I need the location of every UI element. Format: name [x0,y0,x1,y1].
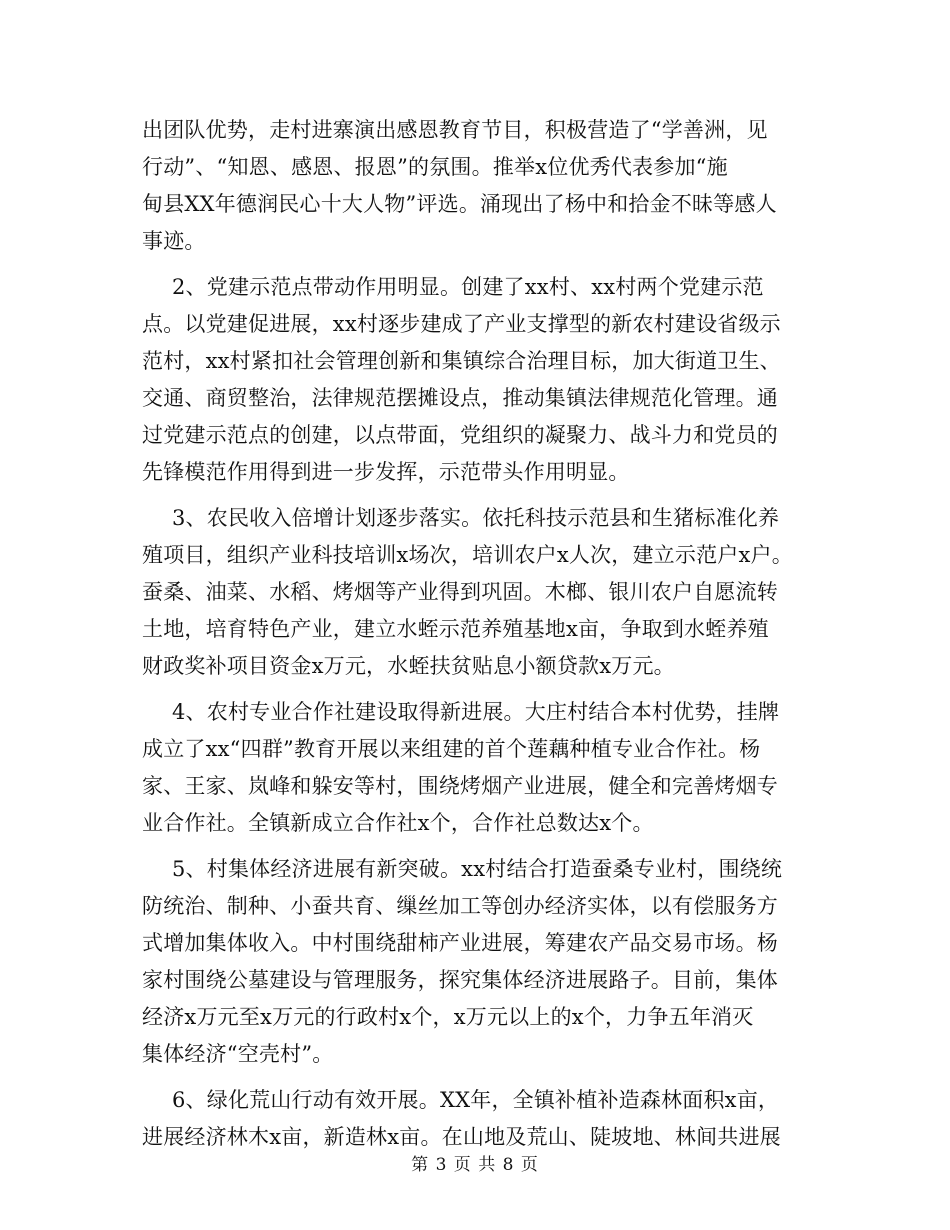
text-line: 6、绿化荒山行动有效开展。XX年，全镇补植补造森林面积x亩， [172,1088,780,1112]
paragraph-gap [142,842,812,851]
text-line: 集体经济“空壳村”。 [142,1042,334,1066]
text-line: 蚕桑、油菜、水稻、烤烟等产业得到巩固。木榔、银川农户自愿流转 [142,580,778,604]
text-line: 式增加集体收入。中村围绕甜柿产业进展，筹建农产品交易市场。杨 [142,931,778,955]
text-line: 家、王家、岚峰和躲安等村，围绕烤烟产业进展，健全和完善烤烟专 [142,774,778,798]
text-line: 5、村集体经济进展有新突破。xx村结合打造蚕桑专业村，围绕统 [172,857,783,881]
text-line: 甸县XX年德润民心十大人物”评选。涌现出了杨中和拾金不昧等感人 [142,192,777,216]
text-line: 业合作社。全镇新成立合作社x个，合作社总数达x个。 [142,811,654,835]
paragraph-gap [142,260,812,269]
text-line: 出团队优势，走村进寨演出感恩教育节目，积极营造了“学善洲，见 [142,118,768,142]
text-line: 殖项目，组织产业科技培训x场次，培训农户x人次，建立示范户x户。 [142,543,793,567]
text-line: 事迹。 [142,229,206,253]
page-footer: 第 3 页 共 8 页 [411,1155,539,1175]
paragraph [142,500,812,685]
paragraph [142,851,812,1073]
paragraph [142,694,812,842]
paragraph-gap [142,491,812,500]
text-line: 进展经济林木x亩，新造林x亩。在山地及荒山、陡坡地、林间共进展 [142,1125,781,1149]
paragraph [142,269,812,491]
body-text [142,112,812,1156]
text-line: 4、农村专业合作社建设取得新进展。大庄村结合本村优势，挂牌 [172,700,780,724]
text-line: 土地，培育特色产业，建立水蛭示范养殖基地x亩，争取到水蛭养殖 [142,617,769,641]
text-line: 防统治、制种、小蚕共育、缫丝加工等创办经济实体，以有偿服务方 [142,894,778,918]
text-line: 3、农民收入倍增计划逐步落实。依托科技示范县和生猪标准化养 [172,506,780,530]
text-line: 过党建示范点的创建，以点带面，党组织的凝聚力、战斗力和党员的 [142,423,778,447]
text-line: 经济x万元至x万元的行政村x个，x万元以上的x个，力争五年消灭 [142,1005,754,1029]
text-line: 行动”、“知恩、感恩、报恩”的氛围。推举x位优秀代表参加“施 [142,155,728,179]
text-line: 先锋模范作用得到进一步发挥，示范带头作用明显。 [142,460,630,484]
text-line: 点。以党建促进展，xx村逐步建成了产业支撑型的新农村建设省级示 [142,312,781,336]
text-line: 2、党建示范点带动作用明显。创建了xx村、xx村两个党建示范 [172,275,764,299]
text-line: 交通、商贸整治，法律规范摆摊设点，推动集镇法律规范化管理。通 [142,386,778,410]
text-line: 成立了xx“四群”教育开展以来组建的首个莲藕种植专业合作社。杨 [142,737,761,761]
paragraph-gap [142,685,812,694]
paragraph [142,112,812,260]
paragraph [142,1082,812,1156]
text-line: 财政奖补项目资金x万元，水蛭扶贫贴息小额贷款x万元。 [142,654,675,678]
text-line: 家村围绕公墓建设与管理服务，探究集体经济进展路子。目前，集体 [142,968,778,992]
paragraph-gap [142,1073,812,1082]
text-line: 范村，xx村紧扣社会管理创新和集镇综合治理目标，加大街道卫生、 [142,349,781,373]
